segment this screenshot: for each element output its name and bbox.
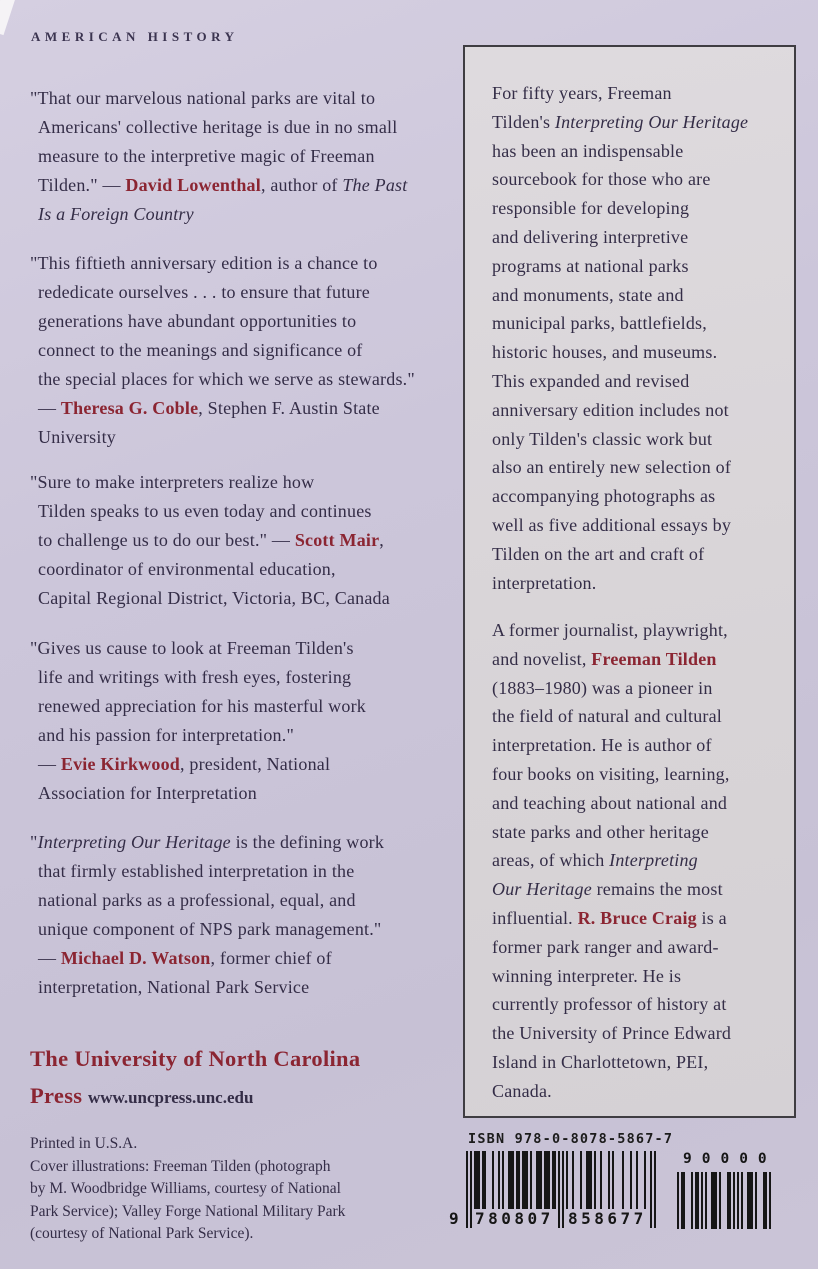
ean13-lead-digit: 9 — [449, 1209, 459, 1228]
printed-credits-note: Printed in U.S.A. Cover illustrations: Freeman Tilden (photograph by M. Woodbridge Williams, courtesy of National Park Service); Valley Forge National Military Park (courtesy of National Park Service). — [30, 1135, 346, 1242]
quote-block-watson: "Interpreting Our Heritage is the defining work that firmly established interpretation in the national parks as a professional, equal, and unique component of NPS park management." — Michael D. Watson, former chief of interpretation, National Park Service — [30, 832, 385, 997]
supplement-bars — [677, 1172, 771, 1229]
description-paragraph-authors: A former journalist, playwright, and novelist, Freeman Tilden (1883–1980) was a pioneer in the field of natural and cultural interpretation. He is author of four books on visiting, learning, and teaching about national and state parks and other heritage areas, of which Interpreting Our Heritage remains the most influential. R. Bruce Craig is a former park ranger and award- winning interpreter. He is currently professor of history at the University of Prince Edward Island in Charlottetown, PEI, Canada. — [492, 620, 732, 1101]
scan-edge-artifact — [0, 0, 16, 35]
category-label: AMERICAN HISTORY — [31, 29, 239, 44]
isbn-label: ISBN 978-0-8078-5867-7 — [468, 1131, 674, 1147]
price-supplement-barcode — [677, 1151, 777, 1230]
publisher-block: The University of North Carolina Press www.uncpress.unc.edu — [30, 1046, 361, 1108]
supplement-digits: 90000 — [683, 1151, 777, 1167]
ean13-right-digits: 858677 — [568, 1209, 647, 1228]
description-paragraph-book: For fifty years, Freeman Tilden's Interpreting Our Heritage has been an indispensable sourcebook for those who are responsible for developing and delivering interpretive programs at national parks and monuments, state and municipal parks, battlefields, historic houses, and museums. This expanded and revised anniversary edition includes not only Tilden's classic work but also an entirely new selection of accompanying photographs as well as five additional essays by Tilden on the art and craft of interpretation. — [492, 83, 749, 593]
quote-block-coble: "This fiftieth anniversary edition is a chance to rededicate ourselves . . . to ensure that future generations have abundant opportunities to connect to the meanings and significance of the special places for which we serve as stewards." — Theresa G. Coble, Stephen F. Austin State University — [30, 253, 415, 447]
quote-block-kirkwood: "Gives us cause to look at Freeman Tilden's life and writings with fresh eyes, fostering renewed appreciation for his masterful work and his passion for interpretation." — Evie Kirkwood, president, National Association for Interpretation — [30, 638, 366, 803]
quote-block-mair: "Sure to make interpreters realize how Tilden speaks to us even today and continues to challenge us to do our best." — Scott Mair, coordinator of environmental education, Capital Regional District, Victoria, BC, Canada — [30, 472, 390, 608]
ean13-left-digits: 780807 — [475, 1209, 554, 1228]
ean13-barcode — [449, 1151, 656, 1229]
quote-block-lowenthal: "That our marvelous national parks are vital to Americans' collective heritage is due in no small measure to the interpretive magic of Freeman Tilden." — David Lowenthal, author of The Past Is a Foreign Country — [30, 88, 408, 224]
